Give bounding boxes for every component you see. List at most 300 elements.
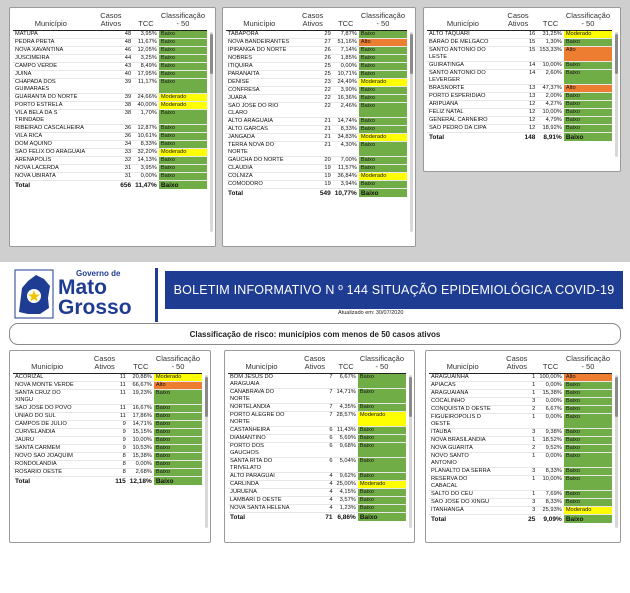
classificacao-cell: Baixo bbox=[159, 79, 207, 94]
tcc-cell: 4,27% bbox=[537, 101, 563, 109]
casos-cell: 6 bbox=[295, 443, 334, 458]
header-row bbox=[13, 10, 207, 31]
column-header-municipio[interactable]: Município bbox=[427, 10, 499, 31]
classificacao-cell: Alto bbox=[154, 382, 202, 390]
table-row bbox=[13, 110, 207, 125]
table-scroll-area[interactable] bbox=[228, 353, 406, 540]
table-row bbox=[228, 505, 406, 513]
total-casos: 71 bbox=[295, 513, 334, 522]
municipio-cell: CONFRESA bbox=[226, 87, 293, 95]
tcc-cell: 2,60% bbox=[537, 70, 563, 85]
column-header-tcc[interactable]: TCC bbox=[537, 10, 563, 31]
municipio-cell: GAUCHA DO NORTE bbox=[226, 157, 293, 165]
table-row bbox=[13, 71, 207, 79]
tcc-cell: 51,16% bbox=[333, 39, 359, 47]
tcc-cell: 0,00% bbox=[333, 63, 359, 71]
classificacao-cell: Baixo bbox=[159, 63, 207, 71]
tcc-cell: 11,43% bbox=[335, 427, 358, 435]
municipio-cell: PORTO DOS GAUCHOS bbox=[228, 443, 295, 458]
table-row bbox=[13, 165, 207, 173]
total-casos: 148 bbox=[499, 133, 538, 142]
table-row bbox=[226, 95, 407, 103]
total-casos: 115 bbox=[81, 477, 127, 486]
table-row bbox=[228, 481, 406, 489]
casos-cell: 8 bbox=[81, 469, 127, 477]
total-label: Total bbox=[13, 477, 81, 486]
table-row bbox=[13, 133, 207, 141]
table-row bbox=[228, 473, 406, 481]
tcc-cell: 24,66% bbox=[133, 94, 159, 102]
classificacao-cell: Moderado bbox=[564, 31, 612, 39]
casos-cell: 26 bbox=[293, 55, 333, 63]
municipio-cell: COMODORO bbox=[226, 181, 293, 189]
column-header-classificacao[interactable]: Classificação - 50 bbox=[154, 353, 202, 374]
table-row bbox=[13, 125, 207, 133]
casos-cell: 31 bbox=[89, 165, 133, 173]
casos-cell: 32 bbox=[89, 157, 133, 165]
tcc-cell: 40,00% bbox=[133, 102, 159, 110]
municipio-cell: GENERAL CARNEIRO bbox=[427, 117, 499, 125]
casos-cell: 11 bbox=[81, 382, 127, 390]
classificacao-cell: Alto bbox=[564, 85, 612, 93]
municipio-cell: DENISE bbox=[226, 79, 293, 87]
tcc-cell: 4,79% bbox=[537, 117, 563, 125]
table-row bbox=[228, 374, 406, 389]
scrollbar-thumb[interactable] bbox=[205, 377, 208, 417]
table-body bbox=[429, 374, 612, 524]
municipio-cell: PLANALTO DA SERRA bbox=[429, 468, 496, 476]
table-row bbox=[13, 157, 207, 165]
column-header-tcc[interactable]: TCC bbox=[335, 353, 358, 374]
table-row bbox=[13, 382, 202, 390]
municipio-cell: MATUPA bbox=[13, 31, 89, 39]
classificacao-cell: Baixo bbox=[358, 404, 406, 412]
classificacao-cell: Baixo bbox=[154, 390, 202, 405]
table-row bbox=[13, 374, 202, 382]
tcc-cell: 9,52% bbox=[537, 445, 563, 453]
municipio-cell: VILA RICA bbox=[13, 133, 89, 141]
column-header-classificacao[interactable]: Classificação - 50 bbox=[358, 353, 406, 374]
classificacao-cell: Baixo bbox=[359, 87, 407, 95]
table-row bbox=[429, 507, 612, 515]
table-row bbox=[429, 429, 612, 437]
table-row bbox=[13, 39, 207, 47]
table-row bbox=[13, 63, 207, 71]
table-row bbox=[228, 404, 406, 412]
tcc-cell: 18,92% bbox=[537, 125, 563, 133]
classificacao-cell: Baixo bbox=[358, 435, 406, 443]
table-row bbox=[429, 382, 612, 390]
tcc-cell: 8,33% bbox=[537, 499, 563, 507]
table-row bbox=[13, 55, 207, 63]
column-header-classificacao[interactable]: Classificação - 50 bbox=[159, 10, 207, 31]
table-scroll-area[interactable] bbox=[427, 10, 612, 169]
classificacao-cell: Baixo bbox=[564, 117, 612, 125]
total-tcc: 10,77% bbox=[333, 189, 359, 198]
table-row bbox=[427, 39, 612, 47]
casos-cell: 1 bbox=[496, 382, 537, 390]
classificacao-cell: Baixo bbox=[564, 390, 612, 398]
casos-cell: 9 bbox=[81, 421, 127, 429]
top-screenshot bbox=[0, 0, 630, 258]
municipio-cell: PARANAITA bbox=[226, 71, 293, 79]
classificacao-cell: Baixo bbox=[359, 157, 407, 165]
column-header-classificacao[interactable]: Classificação - 50 bbox=[564, 353, 612, 374]
table-row bbox=[226, 181, 407, 189]
column-header-tcc[interactable]: TCC bbox=[537, 353, 563, 374]
classificacao-cell: Baixo bbox=[564, 101, 612, 109]
casos-cell: 19 bbox=[293, 181, 333, 189]
classificacao-cell: Baixo bbox=[154, 445, 202, 453]
municipio-cell: JUINA bbox=[13, 71, 89, 79]
tcc-cell: 9,62% bbox=[335, 473, 358, 481]
table-row bbox=[226, 87, 407, 95]
tcc-cell: 0,00% bbox=[537, 453, 563, 468]
column-header-municipio[interactable]: Município bbox=[226, 10, 293, 31]
tcc-cell: 11,67% bbox=[133, 39, 159, 47]
municipio-cell: PEDRA PRETA bbox=[13, 39, 89, 47]
total-classificacao: Baixo bbox=[564, 515, 612, 524]
classificacao-cell: Baixo bbox=[358, 505, 406, 513]
table-row bbox=[226, 173, 407, 181]
municipio-cell: ALTO GARCAS bbox=[226, 126, 293, 134]
tcc-cell: 1,85% bbox=[333, 55, 359, 63]
table-row bbox=[13, 461, 202, 469]
municipio-cell: COCALINHO bbox=[429, 398, 496, 406]
classificacao-cell: Baixo bbox=[159, 31, 207, 39]
column-header-casos-ativos[interactable]: Casos Ativos bbox=[293, 10, 333, 31]
classificacao-cell: Moderado bbox=[358, 412, 406, 427]
table-row bbox=[226, 126, 407, 134]
column-header-casos-ativos[interactable]: Casos Ativos bbox=[295, 353, 334, 374]
municipio-cell: NORTELANDIA bbox=[228, 404, 295, 412]
municipio-cell: JANGADA bbox=[226, 134, 293, 142]
total-row bbox=[427, 133, 612, 142]
classificacao-cell: Baixo bbox=[564, 414, 612, 429]
tcc-cell: 2,46% bbox=[333, 103, 359, 118]
table-row bbox=[13, 31, 207, 39]
column-header-municipio[interactable]: Município bbox=[228, 353, 295, 374]
tcc-cell: 31,25% bbox=[537, 31, 563, 39]
table-row bbox=[427, 93, 612, 101]
classificacao-cell: Moderado bbox=[159, 149, 207, 157]
column-header-municipio[interactable]: Município bbox=[429, 353, 496, 374]
casos-cell: 13 bbox=[499, 93, 538, 101]
total-casos: 549 bbox=[293, 189, 333, 198]
classificacao-cell: Baixo bbox=[564, 125, 612, 133]
table-row bbox=[226, 157, 407, 165]
scrollbar-thumb[interactable] bbox=[409, 377, 412, 417]
tcc-cell: 24,49% bbox=[333, 79, 359, 87]
municipio-cell: DIAMANTINO bbox=[228, 435, 295, 443]
tcc-cell: 15,15% bbox=[128, 429, 154, 437]
municipio-cell: NOVA XAVANTINA bbox=[13, 47, 89, 55]
municipio-cell: PORTO ESTRELA bbox=[13, 102, 89, 110]
table-row bbox=[429, 390, 612, 398]
classificacao-cell: Baixo bbox=[564, 62, 612, 70]
table-panel-5 bbox=[224, 350, 415, 543]
table-row bbox=[13, 149, 207, 157]
tcc-cell: 5,69% bbox=[335, 435, 358, 443]
table-row bbox=[13, 94, 207, 102]
casos-cell: 2 bbox=[496, 406, 537, 414]
header-row bbox=[228, 353, 406, 374]
casos-cell: 4 bbox=[295, 481, 334, 489]
tcc-cell: 10,00% bbox=[537, 476, 563, 491]
table-row bbox=[226, 103, 407, 118]
municipio-cell: ALTO PARAGUAI bbox=[228, 473, 295, 481]
tcc-cell: 11,57% bbox=[333, 165, 359, 173]
column-header-municipio[interactable]: Município bbox=[13, 353, 81, 374]
table-row bbox=[429, 406, 612, 414]
casos-cell: 20 bbox=[293, 157, 333, 165]
classificacao-cell: Baixo bbox=[564, 382, 612, 390]
municipio-cell: COLNIZA bbox=[226, 173, 293, 181]
tcc-cell: 17,86% bbox=[128, 413, 154, 421]
total-tcc: 8,91% bbox=[537, 133, 563, 142]
municipio-cell: RONDOLANDIA bbox=[13, 461, 81, 469]
table-row bbox=[226, 142, 407, 157]
casos-cell: 34 bbox=[89, 141, 133, 149]
municipio-cell: NOVA SANTA HELENA bbox=[228, 505, 295, 513]
municipality-table bbox=[228, 353, 406, 521]
municipio-cell: NOVA BRASILANDIA bbox=[429, 437, 496, 445]
casos-cell: 3 bbox=[496, 507, 537, 515]
total-classificacao: Baixo bbox=[159, 181, 207, 190]
classificacao-cell: Baixo bbox=[359, 63, 407, 71]
tcc-cell: 47,37% bbox=[537, 85, 563, 93]
municipio-cell: NOVA GUARITA bbox=[429, 445, 496, 453]
total-classificacao: Baixo bbox=[358, 513, 406, 522]
table-row bbox=[427, 70, 612, 85]
column-header-casos-ativos[interactable]: Casos Ativos bbox=[499, 10, 538, 31]
casos-cell: 3 bbox=[496, 398, 537, 406]
total-row bbox=[228, 513, 406, 522]
classificacao-cell: Baixo bbox=[159, 71, 207, 79]
table-row bbox=[13, 141, 207, 149]
classificacao-cell: Baixo bbox=[154, 421, 202, 429]
tcc-cell: 4,30% bbox=[333, 142, 359, 157]
casos-cell: 25 bbox=[293, 63, 333, 71]
casos-cell: 43 bbox=[89, 63, 133, 71]
table-row bbox=[13, 102, 207, 110]
table-panel-1 bbox=[9, 7, 216, 247]
casos-cell: 31 bbox=[89, 173, 133, 181]
scrollbar-thumb[interactable] bbox=[615, 34, 618, 74]
total-row bbox=[13, 477, 202, 486]
table-row bbox=[228, 412, 406, 427]
casos-cell: 14 bbox=[499, 70, 538, 85]
classificacao-cell: Baixo bbox=[358, 489, 406, 497]
total-row bbox=[13, 181, 207, 190]
classificacao-cell: Baixo bbox=[154, 437, 202, 445]
classificacao-cell: Baixo bbox=[154, 453, 202, 461]
casos-cell: 13 bbox=[499, 85, 538, 93]
column-header-classificacao[interactable]: Classificação - 50 bbox=[564, 10, 612, 31]
casos-cell: 36 bbox=[89, 125, 133, 133]
table-body bbox=[226, 31, 407, 198]
classificacao-cell: Baixo bbox=[154, 413, 202, 421]
column-header-casos-ativos[interactable]: Casos Ativos bbox=[81, 353, 127, 374]
tcc-cell: 1,23% bbox=[335, 505, 358, 513]
classificacao-cell: Baixo bbox=[159, 165, 207, 173]
column-header-casos-ativos[interactable]: Casos Ativos bbox=[89, 10, 133, 31]
table-row bbox=[429, 491, 612, 499]
casos-cell: 48 bbox=[89, 31, 133, 39]
table-scroll-area[interactable] bbox=[429, 353, 612, 540]
municipio-cell: SANTA CARMEM bbox=[13, 445, 81, 453]
tcc-cell: 3,57% bbox=[335, 497, 358, 505]
bulletin-title: BOLETIM INFORMATIVO N º 144 SITUAÇÃO EPIDEMIOLÓGICA COVID-19 bbox=[173, 283, 615, 297]
classificacao-cell: Alto bbox=[359, 39, 407, 47]
classificacao-cell: Moderado bbox=[359, 173, 407, 181]
total-casos: 25 bbox=[496, 515, 537, 524]
table-scroll-area[interactable] bbox=[13, 353, 202, 540]
municipio-cell: SAO PEDRO DA CIPA bbox=[427, 125, 499, 133]
casos-cell: 14 bbox=[499, 62, 538, 70]
classificacao-cell: Baixo bbox=[154, 461, 202, 469]
column-header-municipio[interactable]: Município bbox=[13, 10, 89, 31]
casos-cell: 8 bbox=[81, 461, 127, 469]
municipio-cell: CONQUISTA D OESTE bbox=[429, 406, 496, 414]
table-row bbox=[228, 427, 406, 435]
municipality-table bbox=[13, 353, 202, 485]
scrollbar-thumb[interactable] bbox=[410, 34, 413, 74]
municipality-table bbox=[226, 10, 407, 197]
header-row bbox=[226, 10, 407, 31]
classificacao-cell: Baixo bbox=[564, 429, 612, 437]
casos-cell: 7 bbox=[295, 389, 334, 404]
casos-cell: 7 bbox=[295, 374, 334, 389]
municipio-cell: GUIRATINGA bbox=[427, 62, 499, 70]
casos-cell: 21 bbox=[293, 142, 333, 157]
municipio-cell: CARLINDA bbox=[228, 481, 295, 489]
municipio-cell: CANABRAVA DO NORTE bbox=[228, 389, 295, 404]
total-label: Total bbox=[226, 189, 293, 198]
tcc-cell: 25,93% bbox=[537, 507, 563, 515]
table-row bbox=[13, 405, 202, 413]
table-scroll-area[interactable] bbox=[13, 10, 207, 244]
table-row bbox=[429, 398, 612, 406]
casos-cell: 4 bbox=[295, 505, 334, 513]
casos-cell: 29 bbox=[293, 31, 333, 39]
classificacao-cell: Baixo bbox=[154, 429, 202, 437]
table-row bbox=[228, 497, 406, 505]
column-header-classificacao[interactable]: Classificação - 50 bbox=[359, 10, 407, 31]
scrollbar-thumb[interactable] bbox=[210, 34, 213, 74]
tcc-cell: 8,33% bbox=[537, 468, 563, 476]
municipality-table bbox=[427, 10, 612, 141]
tcc-cell: 18,52% bbox=[537, 437, 563, 445]
classificacao-cell: Baixo bbox=[564, 398, 612, 406]
table-row bbox=[13, 445, 202, 453]
casos-cell: 11 bbox=[81, 413, 127, 421]
table-row bbox=[226, 39, 407, 47]
classificacao-cell: Baixo bbox=[564, 453, 612, 468]
classificacao-cell: Baixo bbox=[359, 31, 407, 39]
tcc-cell: 14,74% bbox=[333, 118, 359, 126]
tcc-cell: 2,68% bbox=[128, 469, 154, 477]
updated-date: Atualizado em: 30/07/2020 bbox=[338, 310, 404, 316]
casos-cell: 4 bbox=[295, 489, 334, 497]
classificacao-cell: Baixo bbox=[359, 103, 407, 118]
municipio-cell: JAURU bbox=[13, 437, 81, 445]
municipio-cell: SALTO DO CEU bbox=[429, 491, 496, 499]
classificacao-cell: Baixo bbox=[159, 141, 207, 149]
tcc-cell: 8,33% bbox=[133, 141, 159, 149]
header-row bbox=[13, 353, 202, 374]
casos-cell: 1 bbox=[496, 374, 537, 382]
tcc-cell: 0,00% bbox=[128, 461, 154, 469]
casos-cell: 12 bbox=[499, 117, 538, 125]
scrollbar-thumb[interactable] bbox=[615, 377, 618, 417]
classificacao-cell: Baixo bbox=[359, 47, 407, 55]
municipio-cell: SANTA CRUZ DO XINGU bbox=[13, 390, 81, 405]
casos-cell: 7 bbox=[295, 404, 334, 412]
municipio-cell: CAMPOS DE JULIO bbox=[13, 421, 81, 429]
column-header-tcc[interactable]: TCC bbox=[128, 353, 154, 374]
municipio-cell: ROSARIO OESTE bbox=[13, 469, 81, 477]
classificacao-cell: Baixo bbox=[159, 39, 207, 47]
casos-cell: 25 bbox=[293, 71, 333, 79]
tcc-cell: 10,00% bbox=[128, 437, 154, 445]
casos-cell: 1 bbox=[496, 453, 537, 468]
tcc-cell: 8,33% bbox=[333, 126, 359, 134]
casos-cell: 11 bbox=[81, 390, 127, 405]
tcc-cell: 15,38% bbox=[128, 453, 154, 461]
classificacao-cell: Baixo bbox=[154, 405, 202, 413]
table-row bbox=[226, 47, 407, 55]
casos-cell: 3 bbox=[496, 468, 537, 476]
column-header-casos-ativos[interactable]: Casos Ativos bbox=[496, 353, 537, 374]
classificacao-cell: Baixo bbox=[359, 71, 407, 79]
classificacao-cell: Baixo bbox=[359, 181, 407, 189]
table-row bbox=[228, 489, 406, 497]
total-row bbox=[429, 515, 612, 524]
tcc-cell: 0,00% bbox=[537, 398, 563, 406]
total-tcc: 12,18% bbox=[128, 477, 154, 486]
tcc-cell: 34,83% bbox=[333, 134, 359, 142]
tcc-cell: 7,00% bbox=[333, 157, 359, 165]
municipio-cell: ARAGUAINHA bbox=[429, 374, 496, 382]
tcc-cell: 6,67% bbox=[335, 374, 358, 389]
municipio-cell: NOVO SANTO ANTONIO bbox=[429, 453, 496, 468]
classificacao-cell: Baixo bbox=[359, 118, 407, 126]
table-panel-2 bbox=[222, 7, 416, 247]
casos-cell: 15 bbox=[499, 47, 538, 62]
column-header-tcc[interactable]: TCC bbox=[133, 10, 159, 31]
tcc-cell: 25,00% bbox=[335, 481, 358, 489]
municipio-cell: CLAUDIA bbox=[226, 165, 293, 173]
column-header-tcc[interactable]: TCC bbox=[333, 10, 359, 31]
classificacao-cell: Alto bbox=[564, 374, 612, 382]
table-row bbox=[13, 79, 207, 94]
municipio-cell: ARENAPOLIS bbox=[13, 157, 89, 165]
casos-cell: 48 bbox=[89, 39, 133, 47]
classificacao-cell: Moderado bbox=[564, 507, 612, 515]
municipio-cell: ALTO TAQUARI bbox=[427, 31, 499, 39]
classificacao-cell: Baixo bbox=[564, 406, 612, 414]
classificacao-cell: Moderado bbox=[359, 134, 407, 142]
table-scroll-area[interactable] bbox=[226, 10, 407, 244]
casos-cell: 22 bbox=[293, 95, 333, 103]
casos-cell: 16 bbox=[499, 31, 538, 39]
table-header bbox=[13, 353, 202, 374]
total-label: Total bbox=[429, 515, 496, 524]
tcc-cell: 3,95% bbox=[133, 31, 159, 39]
municipio-cell: NOVA MONTE VERDE bbox=[13, 382, 81, 390]
tcc-cell: 10,00% bbox=[537, 109, 563, 117]
